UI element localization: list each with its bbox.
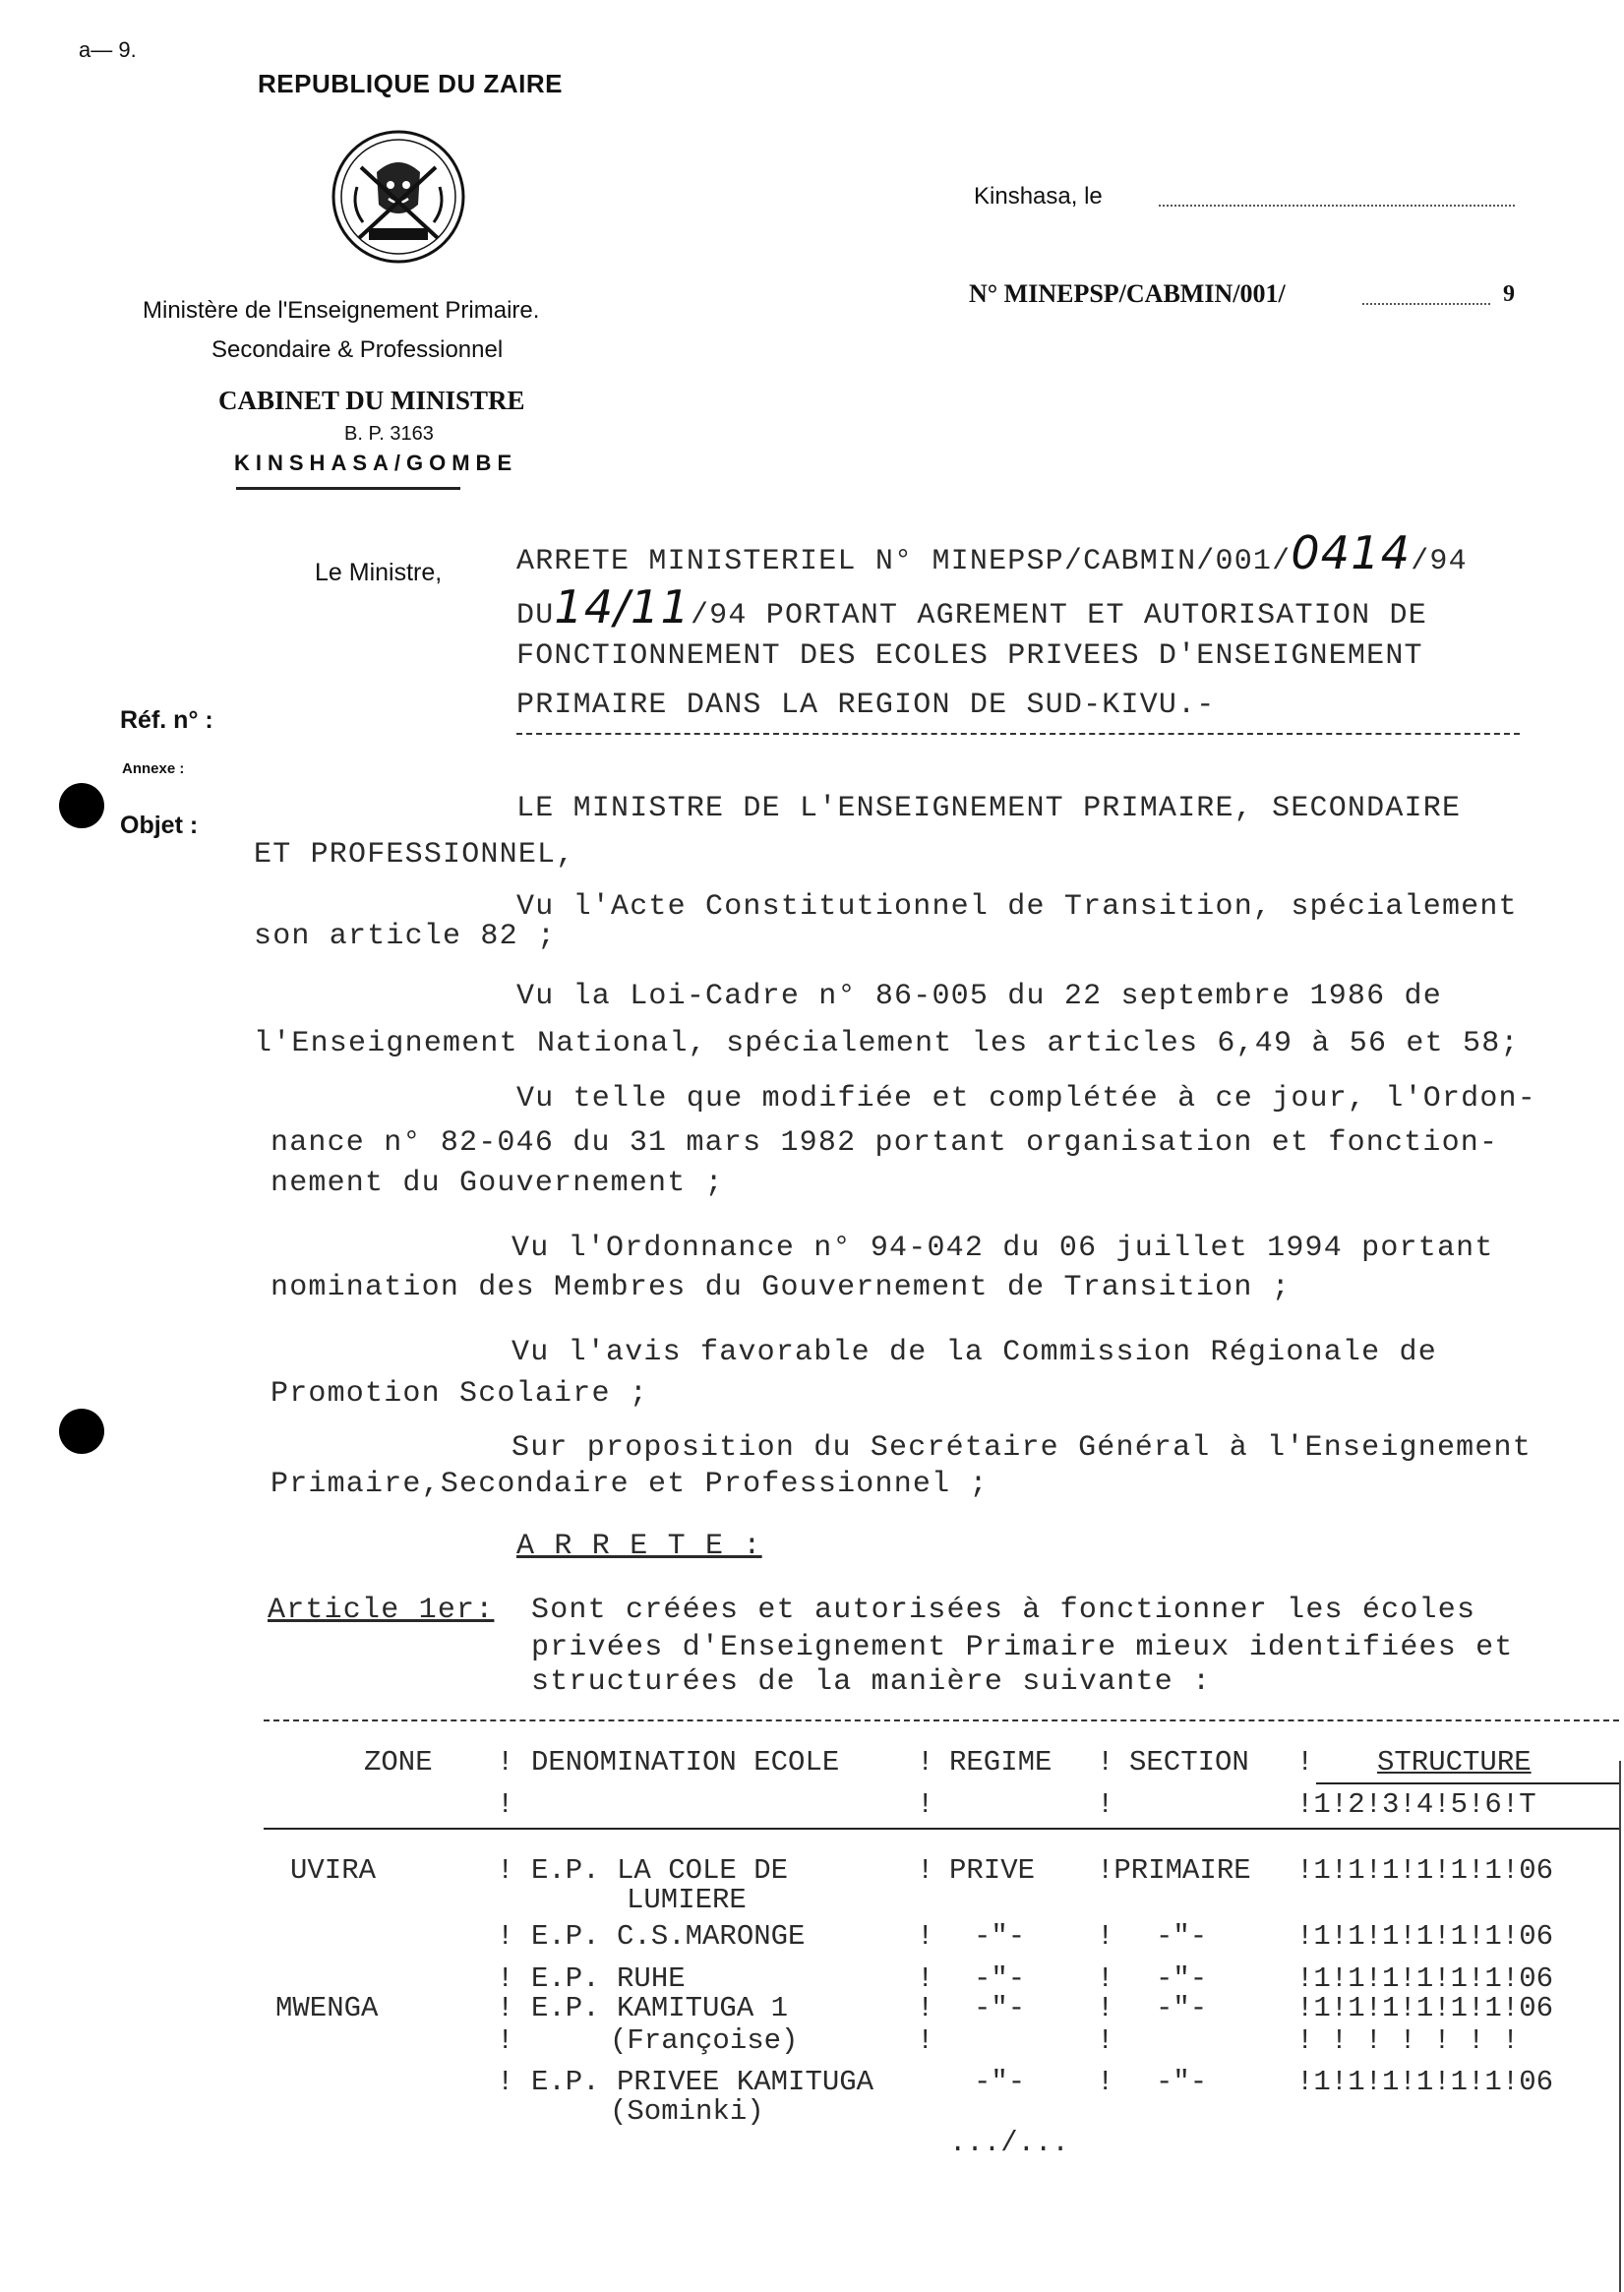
consideration-5-line-2: Promotion Scolaire ; xyxy=(271,1377,649,1411)
article-1-label: Article 1er: xyxy=(268,1594,495,1627)
col-separator: ! xyxy=(917,1962,934,1995)
proposal-line-1: Sur proposition du Secrétaire Général à l'Enseignement xyxy=(511,1431,1532,1465)
place-date-label: Kinshasa, le xyxy=(974,183,1103,210)
col-header-regime: REGIME xyxy=(949,1746,1053,1779)
col-separator: ! xyxy=(1097,1920,1114,1953)
consideration-4-line-2: nomination des Membres du Gouvernement de Transition ; xyxy=(271,1271,1291,1304)
col-separator: ! xyxy=(917,1788,934,1821)
ministry-line-2: Secondaire & Professionnel xyxy=(211,336,504,363)
date-fill-line xyxy=(1159,205,1515,207)
col-separator: ! xyxy=(917,1854,934,1887)
title-line-4: PRIMAIRE DANS LA REGION DE SUD-KIVU.- xyxy=(516,689,1216,722)
table-cell-denomination: E.P. KAMITUGA 1 xyxy=(531,1992,789,2024)
table-cell-zone: UVIRA xyxy=(290,1854,377,1887)
handwritten-number: 0414 xyxy=(1291,526,1412,579)
consideration-4-line-1: Vu l'Ordonnance n° 94-042 du 06 juillet 1994 portant xyxy=(511,1232,1494,1265)
consideration-3-line-2: nance n° 82-046 du 31 mars 1982 portant organisation et fonction- xyxy=(271,1126,1499,1160)
col-separator: ! xyxy=(497,1962,514,1995)
coat-of-arms-seal xyxy=(330,128,467,266)
title-line-2: DU14/11/94 PORTANT AGREMENT ET AUTORISATION DE xyxy=(516,580,1427,633)
table-cell-structure: !1!1!1!1!1!1!06 xyxy=(1296,1920,1554,1953)
col-separator: ! xyxy=(917,1920,934,1953)
consideration-1-line-1: Vu l'Acte Constitutionnel de Transition, spécialement xyxy=(516,890,1518,924)
col-header-section: SECTION xyxy=(1129,1746,1249,1779)
table-header-rule xyxy=(264,1828,1621,1830)
table-top-dashed-rule xyxy=(264,1719,1619,1721)
table-cell-denomination: E.P. RUHE xyxy=(531,1962,686,1995)
table-cell-structure: !1!1!1!1!1!1!06 xyxy=(1296,1992,1554,2024)
table-cell-regime: -"- xyxy=(974,1962,1026,1995)
continued-marker: .../... xyxy=(949,2127,1069,2159)
col-separator: ! xyxy=(917,1992,934,2024)
punch-hole-top xyxy=(59,783,104,828)
article-1-line-2: privées d'Enseignement Primaire mieux identifiées et xyxy=(531,1631,1514,1664)
punch-hole-bottom xyxy=(59,1409,104,1454)
table-cell-structure: !1!1!1!1!1!1!06 xyxy=(1296,1854,1554,1887)
republic-heading: REPUBLIQUE DU ZAIRE xyxy=(258,69,563,98)
table-cell-denomination: E.P. LA COLE DE xyxy=(531,1854,789,1887)
table-cell-regime: -"- xyxy=(974,1920,1026,1953)
table-cell-section: !PRIMAIRE xyxy=(1097,1854,1251,1887)
proposal-line-2: Primaire,Secondaire et Professionnel ; xyxy=(271,1468,989,1501)
structure-separators: ! ! ! ! ! ! ! xyxy=(1296,2024,1520,2057)
consideration-5-line-1: Vu l'avis favorable de la Commission Régionale de xyxy=(511,1336,1437,1369)
col-separator: ! xyxy=(497,1992,514,2024)
table-cell-denomination: E.P. C.S.MARONGE xyxy=(531,1920,806,1953)
col-separator: ! xyxy=(1097,2066,1114,2098)
annexe-label: Annexe : xyxy=(122,760,185,777)
table-cell-regime: -"- xyxy=(974,1992,1026,2024)
postal-box: B. P. 3163 xyxy=(344,423,434,445)
col-separator: ! xyxy=(497,1788,514,1821)
ref-label: Réf. n° : xyxy=(120,706,213,734)
objet-label: Objet : xyxy=(120,812,199,839)
table-cell-section: -"- xyxy=(1156,1962,1208,1995)
article-1-line-3: structurées de la manière suivante : xyxy=(531,1665,1212,1699)
col-separator: ! xyxy=(1097,1962,1114,1995)
structure-col-numbers: !1!2!3!4!5!6!T xyxy=(1296,1788,1536,1821)
col-separator: ! xyxy=(1296,1746,1314,1779)
col-separator: ! xyxy=(497,2024,514,2057)
le-ministre-label: Le Ministre, xyxy=(315,559,443,586)
corner-mark: a— 9. xyxy=(79,37,137,62)
table-cell-section: -"- xyxy=(1156,1992,1208,2024)
table-cell-regime: PRIVE xyxy=(949,1854,1036,1887)
table-cell-regime: -"- xyxy=(974,2066,1026,2098)
col-separator: ! xyxy=(1097,1788,1114,1821)
col-separator: ! xyxy=(497,1920,514,1953)
consideration-1-line-2: son article 82 ; xyxy=(254,920,557,953)
table-cell-zone: MWENGA xyxy=(275,1992,379,2024)
ministry-line-1: Ministère de l'Enseignement Primaire. xyxy=(143,297,540,324)
preamble-line-1: LE MINISTRE DE L'ENSEIGNEMENT PRIMAIRE, SECONDAIRE xyxy=(516,792,1462,825)
consideration-2-line-1: Vu la Loi-Cadre n° 86-005 du 22 septembre 1986 de xyxy=(516,980,1442,1013)
table-cell-structure: !1!1!1!1!1!1!06 xyxy=(1296,2066,1554,2098)
consideration-2-line-2: l'Enseignement National, spécialement les articles 6,49 à 56 et 58; xyxy=(254,1027,1520,1060)
preamble-line-2: ET PROFESSIONNEL, xyxy=(254,838,575,872)
reference-number-label: N° MINEPSP/CABMIN/001/ xyxy=(969,279,1286,308)
consideration-3-line-3: nement du Gouvernement ; xyxy=(271,1167,724,1200)
col-header-zone: ZONE xyxy=(364,1746,433,1779)
table-cell-section: -"- xyxy=(1156,1920,1208,1953)
col-separator: ! xyxy=(917,2024,934,2057)
reference-fill-line xyxy=(1362,303,1490,305)
cabinet-heading: CABINET DU MINISTRE xyxy=(218,386,525,415)
table-cell-denomination-cont: LUMIERE xyxy=(627,1884,747,1916)
table-cell-denomination-cont: (Françoise) xyxy=(610,2024,799,2057)
col-separator: ! xyxy=(1097,2024,1114,2057)
col-header-structure: STRUCTURE xyxy=(1377,1746,1532,1779)
reference-suffix: 9 xyxy=(1503,281,1515,307)
col-separator: ! xyxy=(1097,1992,1114,2024)
table-cell-denomination-cont: (Sominki) xyxy=(610,2095,764,2128)
scan-edge-line xyxy=(1619,1761,1621,2292)
table-cell-structure: !1!1!1!1!1!1!06 xyxy=(1296,1962,1554,1995)
col-header-denomination: DENOMINATION ECOLE xyxy=(531,1746,840,1779)
col-separator: ! xyxy=(1097,1746,1114,1779)
letterhead-rule xyxy=(236,487,460,490)
article-1-line-1: Sont créées et autorisées à fonctionner les écoles xyxy=(531,1594,1476,1627)
handwritten-date: 14/11 xyxy=(554,580,691,633)
table-cell-section: -"- xyxy=(1156,2066,1208,2098)
title-line-1: ARRETE MINISTERIEL N° MINEPSP/CABMIN/001/0414/94 xyxy=(516,526,1468,579)
col-separator: ! xyxy=(497,1746,514,1779)
col-separator: ! xyxy=(497,2066,514,2098)
title-line-3: FONCTIONNEMENT DES ECOLES PRIVEES D'ENSEIGNEMENT xyxy=(516,639,1423,673)
col-separator: ! xyxy=(917,1746,934,1779)
title-dashed-rule xyxy=(516,733,1520,735)
structure-header-rule xyxy=(1316,1782,1619,1784)
col-separator: ! xyxy=(497,1854,514,1887)
consideration-3-line-1: Vu telle que modifiée et complétée à ce jour, l'Ordon- xyxy=(516,1082,1536,1116)
city-heading: KINSHASA/GOMBE xyxy=(234,451,518,475)
table-cell-denomination: E.P. PRIVEE KAMITUGA xyxy=(531,2066,874,2098)
arrete-heading: A R R E T E : xyxy=(516,1530,762,1563)
